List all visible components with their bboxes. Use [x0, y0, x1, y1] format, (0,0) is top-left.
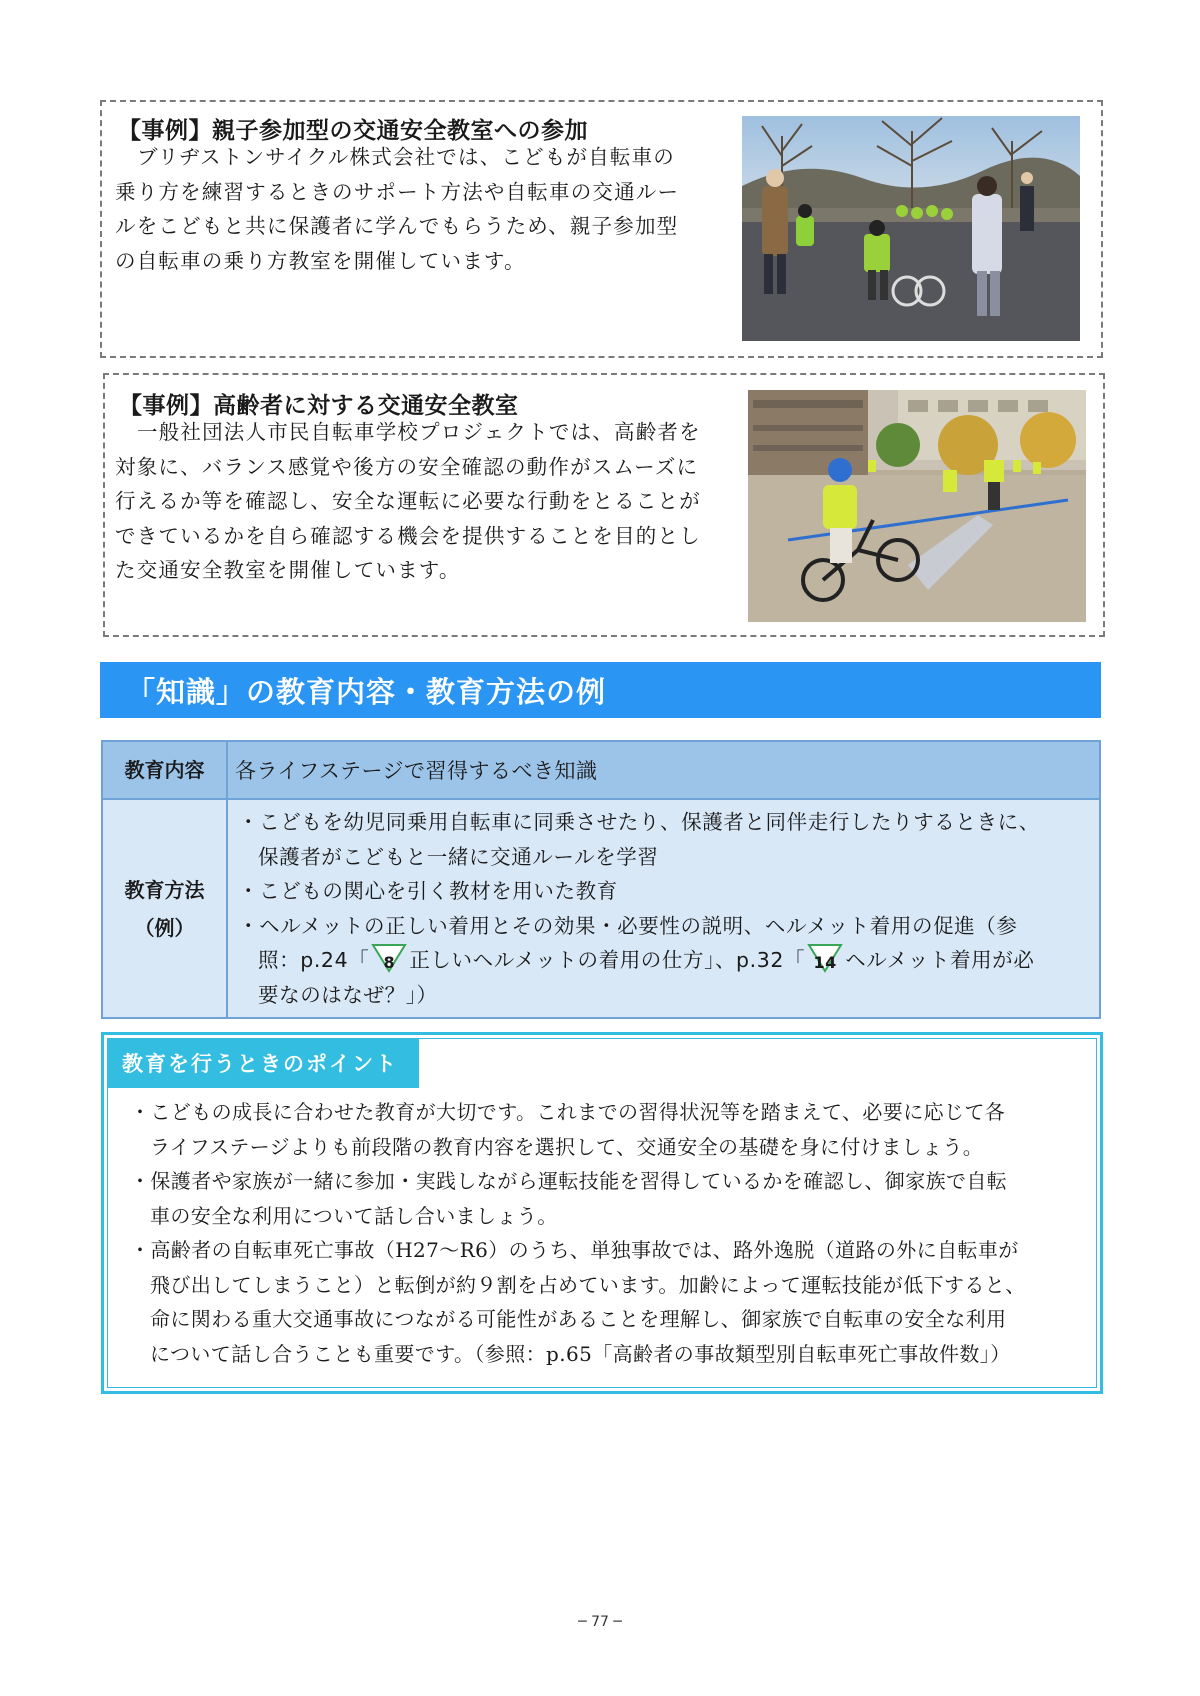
table-row-content [102, 741, 1100, 799]
ref-badge-number: 8 [383, 953, 396, 972]
case-line: 行えるか等を確認し、安全な運転に必要な行動をとることが [115, 489, 701, 513]
case-study-box-elderly [103, 373, 1105, 637]
points-line: 車の安全な利用について話し合いましょう。 [150, 1203, 558, 1228]
content-label: 教育内容 [124, 758, 205, 782]
ref-badge-14-icon [807, 943, 843, 973]
points-list [130, 1095, 1026, 1371]
case-line: ブリヂストンサイクル株式会社では、こどもが自転車の [137, 145, 675, 169]
points-line: 命に関わる重大交通事故につながる可能性があることを理解し、御家族で自転車の安全な利用 [150, 1307, 1007, 1331]
photo-parent-child-bicycle-class [742, 116, 1080, 341]
case-line: 一般社団法人市民自転車学校プロジェクトでは、高齢者を [137, 420, 701, 444]
case-line: の自転車の乗り方教室を開催しています。 [115, 248, 526, 273]
points-line: ライフステージよりも前段階の教育内容を選択して、交通安全の基礎を身に付けましょう。 [150, 1134, 984, 1159]
points-line: ・保護者や家族が一緒に参加・実践しながら運転技能を習得しているかを確認し、御家族で自転 [130, 1169, 1008, 1193]
ref-badge-number: 14 [813, 953, 837, 972]
ref-text: ヘルメット着用が必 [845, 948, 1035, 972]
method-label-sub: （例） [134, 915, 195, 940]
content-value: 各ライフステージで習得するべき知識 [227, 741, 1100, 799]
method-line-with-refs [238, 943, 1099, 978]
points-line: ・高齢者の自転車死亡事故（H27〜R6）のうち、単独事故では、路外逸脱（道路の外に自転車が [130, 1238, 1019, 1262]
method-line: 要なのはなぜ？」） [258, 982, 438, 1007]
education-points-box [101, 1032, 1103, 1394]
method-label-cell [102, 799, 227, 1018]
section-header [100, 662, 1101, 718]
page-number: ─ 77 ─ [578, 1614, 622, 1630]
case-body [115, 140, 679, 278]
case-line: できているかを自ら確認する機会を提供することを目的とし [115, 523, 701, 548]
method-label: 教育方法 [124, 877, 205, 902]
method-line: 保護者がこどもと一緒に交通ルールを学習 [258, 844, 659, 869]
ref-badge-8-icon [371, 943, 407, 973]
method-value [227, 799, 1100, 1018]
case-body [115, 415, 701, 588]
ref-text: 正しいヘルメットの着用の仕方」、p.32「 [409, 948, 806, 972]
method-line: ・こどもの関心を引く教材を用いた教育 [238, 879, 618, 903]
method-line: ・こどもを幼児同乗用自転車に同乗させたり、保護者と同伴走行したりするときに、 [238, 810, 1040, 834]
education-table [101, 740, 1101, 1019]
case-study-box-parent-child [100, 100, 1103, 358]
photo-elderly-safety-class [748, 390, 1086, 622]
content-label-cell [102, 741, 227, 799]
method-line: ・ヘルメットの正しい着用とその効果・必要性の説明、ヘルメット着用の促進（参 [238, 913, 1018, 938]
case-line: 乗り方を練習するときのサポート方法や自転車の交通ルー [115, 179, 680, 204]
case-title: 【事例】親子参加型の交通安全教室への参加 [118, 118, 588, 144]
case-line: 対象に、バランス感覚や後方の安全確認の動作がスムーズに [115, 454, 699, 479]
points-line: ・こどもの成長に合わせた教育が大切です。これまでの習得状況等を踏まえて、必要に応じて各 [130, 1100, 1006, 1124]
table-row-method [102, 799, 1100, 1018]
case-line: ルをこどもと共に保護者に学んでもらうため、親子参加型 [115, 214, 679, 238]
section-title: 「知識」の教育内容・教育方法の例 [126, 675, 607, 709]
ref-text: 照：p.24「 [258, 948, 370, 972]
case-line: た交通安全教室を開催しています。 [115, 558, 461, 582]
points-line: について話し合うことも重要です。（参照：p.65「高齢者の事故類型別自転車死亡事故件数」） [150, 1341, 1011, 1366]
case-title: 【事例】高齢者に対する交通安全教室 [119, 393, 519, 419]
points-title-tab [107, 1038, 419, 1088]
points-title: 教育を行うときのポイント [122, 1052, 398, 1076]
points-line: 飛び出してしまうこと）と転倒が約９割を占めています。加齢によって運転技能が低下すると、 [150, 1272, 1026, 1297]
